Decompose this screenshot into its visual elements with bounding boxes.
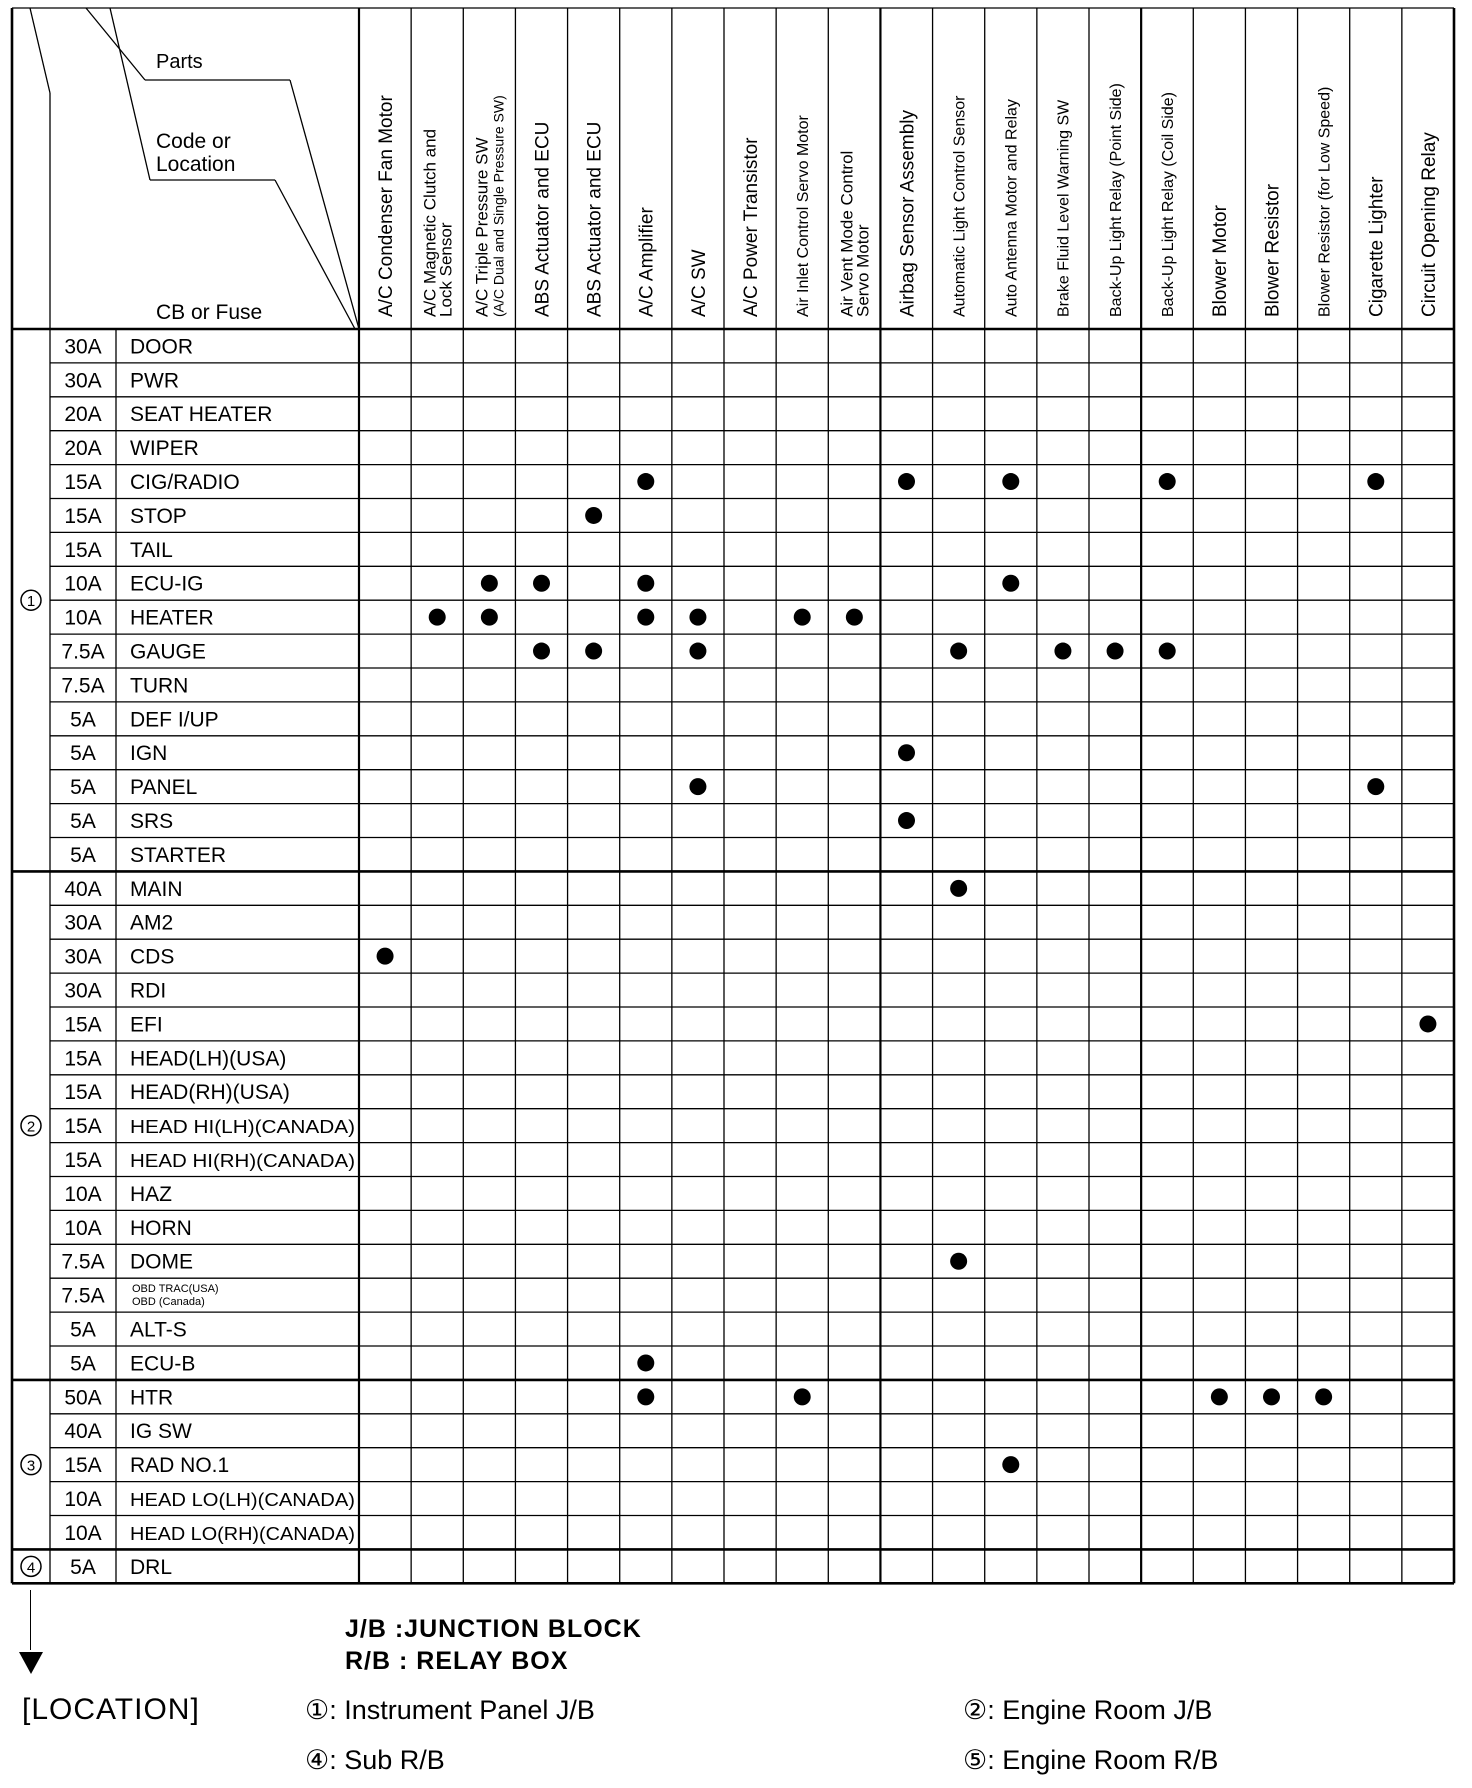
fuse-rating: 15A [64, 1013, 102, 1037]
fuse-name: STARTER [130, 843, 227, 867]
fuse-rating: 10A [64, 1488, 102, 1512]
column-header-21: Circuit Opening Relay [1418, 132, 1440, 317]
connection-dot [481, 609, 498, 626]
connection-dot [898, 812, 915, 829]
header-diagonal [275, 180, 355, 329]
connection-dot [1159, 473, 1176, 490]
connection-dot [637, 473, 654, 490]
column-header-6: A/C Amplifier [636, 207, 658, 317]
fuse-name: EFI [130, 1013, 163, 1037]
column-header-4: ABS Actuator and ECU [532, 121, 554, 317]
column-header-2: Lock Sensor [436, 222, 456, 317]
location-mark: ④ [305, 1745, 330, 1775]
location-number: 4 [26, 1559, 36, 1577]
location-item-engine-room-rb [963, 1745, 1218, 1776]
fuse-name: OBD TRAC(USA) [132, 1283, 219, 1296]
header-diagonal [86, 8, 145, 80]
column-header-16: Back-Up Light Relay (Coil Side) [1159, 92, 1177, 317]
fuse-rating: 5A [70, 843, 96, 867]
fuse-rating: 15A [64, 1081, 102, 1105]
fuse-name: ECU-IG [130, 572, 204, 596]
location-text: : Engine Room J/B [987, 1695, 1213, 1725]
column-header-18: Blower Resistor [1262, 183, 1284, 317]
fuse-rating: 15A [64, 504, 102, 528]
fuse-rating: 5A [70, 1555, 96, 1579]
header-diagonal [110, 8, 150, 180]
connection-dot [950, 643, 967, 660]
connection-dot [950, 880, 967, 897]
column-header-7: A/C SW [688, 249, 710, 317]
connection-dot [898, 473, 915, 490]
fuse-rating: 5A [70, 776, 96, 800]
fuse-name: HEAD(LH)(USA) [130, 1047, 287, 1071]
fuse-name: IG SW [130, 1420, 192, 1444]
header-code-label: Code or [156, 130, 231, 153]
location-title: [LOCATION] [22, 1693, 200, 1726]
location-text: : Instrument Panel J/B [329, 1695, 595, 1725]
column-header-3: (A/C Dual and Single Pressure SW) [490, 95, 507, 317]
connection-dot [950, 1253, 967, 1270]
column-header-1: A/C Condenser Fan Motor [375, 95, 397, 317]
fuse-rating: 7.5A [61, 640, 105, 664]
connection-dot [429, 609, 446, 626]
fuse-name: SRS [130, 810, 174, 834]
fuse-rating: 5A [70, 810, 96, 834]
connection-dot [1263, 1388, 1280, 1405]
fuse-rating: 30A [64, 911, 102, 935]
fuse-rating: 15A [64, 1047, 102, 1071]
fuse-rating: 30A [64, 945, 102, 969]
fuse-name: HEAD HI(LH)(CANADA) [130, 1117, 355, 1138]
column-header-10: Servo Motor [853, 224, 873, 317]
fuse-rating: 5A [70, 1318, 96, 1342]
legend-junction-block: J/B :JUNCTION BLOCK [345, 1615, 642, 1643]
header-diagonal [290, 80, 359, 329]
location-text: : Sub R/B [329, 1745, 445, 1775]
connection-dot [637, 1354, 654, 1371]
connection-dot [533, 643, 550, 660]
fuse-name: TAIL [130, 538, 173, 562]
fuse-name: DEF I/UP [130, 708, 219, 732]
fuse-rating: 10A [64, 572, 102, 596]
location-number: 3 [26, 1457, 36, 1475]
fuse-rating: 40A [64, 877, 102, 901]
fuse-name: MAIN [130, 877, 183, 901]
column-header-11: Airbag Sensor Assembly [897, 110, 919, 317]
fuse-name: HEAD LO(RH)(CANADA) [130, 1523, 355, 1544]
fuse-name: DRL [130, 1555, 173, 1579]
connection-dot [377, 948, 394, 965]
connection-dot [846, 609, 863, 626]
connection-dot [1211, 1388, 1228, 1405]
connection-dot [1315, 1388, 1332, 1405]
connection-dot [1367, 473, 1384, 490]
fuse-rating: 7.5A [61, 1250, 105, 1274]
fuse-name: HEATER [130, 606, 214, 630]
column-header-20: Cigarette Lighter [1366, 176, 1388, 317]
fuse-name: ECU-B [130, 1352, 196, 1376]
fuse-name: DOME [130, 1250, 193, 1274]
fuse-name: HEAD HI(RH)(CANADA) [130, 1151, 355, 1172]
connection-dot [637, 575, 654, 592]
legend-relay-box: R/B : RELAY BOX [345, 1647, 569, 1675]
fuse-name: CIG/RADIO [130, 471, 240, 495]
location-mark: ⑤ [963, 1745, 988, 1775]
column-header-9: Air Inlet Control Servo Motor [794, 115, 812, 317]
connection-dot [533, 575, 550, 592]
fuse-rating: 15A [64, 1115, 102, 1139]
fuse-rating: 30A [64, 979, 102, 1003]
fuse-rating: 40A [64, 1420, 102, 1444]
fuse-name: SEAT HEATER [130, 403, 273, 427]
connection-dot [637, 609, 654, 626]
column-header-3: A/C Triple Pressure SW [472, 137, 492, 317]
fuse-name: IGN [130, 742, 168, 766]
fuse-rating: 10A [64, 1521, 102, 1545]
connection-dot [585, 643, 602, 660]
fuse-name: HEAD LO(LH)(CANADA) [130, 1490, 355, 1511]
fuse-rating: 15A [64, 471, 102, 495]
connection-dot [637, 1388, 654, 1405]
connection-dot [1159, 643, 1176, 660]
column-header-13: Auto Antenna Motor and Relay [1003, 99, 1021, 317]
location-mark: ① [305, 1695, 330, 1725]
connection-dot [1054, 643, 1071, 660]
fuse-name: HTR [130, 1386, 174, 1410]
fuse-name: RDI [130, 979, 167, 1003]
location-number: 2 [26, 1118, 36, 1136]
connection-dot [794, 609, 811, 626]
column-header-14: Brake Fluid Level Warning SW [1055, 99, 1073, 317]
column-header-12: Automatic Light Control Sensor [951, 95, 969, 317]
connection-dot [898, 744, 915, 761]
fuse-rating: 7.5A [61, 1284, 105, 1308]
location-item-engine-room-jb [963, 1695, 1212, 1726]
fuse-rating: 5A [70, 1352, 96, 1376]
fuse-rating: 15A [64, 1454, 102, 1478]
header-parts-label: Parts [156, 51, 203, 73]
fuse-rating: 5A [70, 742, 96, 766]
column-header-8: A/C Power Transistor [740, 137, 762, 317]
fuse-name: PANEL [130, 776, 198, 800]
column-header-15: Back-Up Light Relay (Point Side) [1107, 83, 1125, 317]
connection-dot [689, 609, 706, 626]
fuse-name: DOOR [130, 335, 193, 359]
connection-dot [1107, 643, 1124, 660]
location-arrow-line [30, 1590, 31, 1650]
fuse-name: TURN [130, 674, 189, 698]
connection-dot [689, 778, 706, 795]
connection-dot [689, 643, 706, 660]
fuse-name: HORN [130, 1216, 192, 1240]
fuse-rating: 5A [70, 708, 96, 732]
fuse-name: WIPER [130, 437, 199, 461]
fuse-name: HEAD(RH)(USA) [130, 1081, 290, 1105]
column-header-17: Blower Motor [1210, 205, 1232, 317]
location-text: : Engine Room R/B [987, 1745, 1219, 1775]
connection-dot [585, 507, 602, 524]
fuse-rating: 10A [64, 1182, 102, 1206]
connection-dot [1002, 473, 1019, 490]
fuse-rating: 10A [64, 606, 102, 630]
fuse-rating: 30A [64, 335, 102, 359]
location-item-instrument-panel [305, 1695, 595, 1726]
fuse-name: OBD (Canada) [132, 1296, 205, 1309]
connection-dot [1002, 575, 1019, 592]
fuse-name: RAD NO.1 [130, 1454, 230, 1478]
connection-dot [794, 1388, 811, 1405]
fuse-rating: 7.5A [61, 674, 105, 698]
fuse-rating: 15A [64, 538, 102, 562]
fuse-name: ALT-S [130, 1318, 187, 1342]
connection-dot [1002, 1456, 1019, 1473]
fuse-rating: 50A [64, 1386, 102, 1410]
fuse-name: GAUGE [130, 640, 206, 664]
column-header-2: A/C Magnetic Clutch and [420, 128, 440, 317]
connection-dot [1367, 778, 1384, 795]
fuse-name: STOP [130, 504, 187, 528]
column-header-19: Blower Resistor (for Low Speed) [1316, 86, 1334, 317]
location-number: 1 [26, 593, 36, 611]
fuse-name: HAZ [130, 1182, 172, 1206]
connection-dot [1419, 1015, 1436, 1032]
column-header-5: ABS Actuator and ECU [584, 121, 606, 317]
location-mark: ② [963, 1695, 988, 1725]
fuse-rating: 15A [64, 1149, 102, 1173]
fuse-name: PWR [130, 369, 179, 393]
fuse-rating: 10A [64, 1216, 102, 1240]
header-location-label: Location [156, 153, 236, 176]
fuse-name: CDS [130, 945, 175, 969]
column-header-10: Air Vent Mode Control [837, 150, 857, 317]
fuse-rating: 20A [64, 437, 102, 461]
connection-dot [481, 575, 498, 592]
fuse-rating: 20A [64, 403, 102, 427]
arrow-down-icon [19, 1652, 43, 1674]
fuse-rating: 30A [64, 369, 102, 393]
header-diagonal [30, 8, 50, 93]
header-cb-label: CB or Fuse [156, 301, 263, 324]
fuse-name: AM2 [130, 911, 174, 935]
location-item-sub-rb [305, 1745, 445, 1776]
